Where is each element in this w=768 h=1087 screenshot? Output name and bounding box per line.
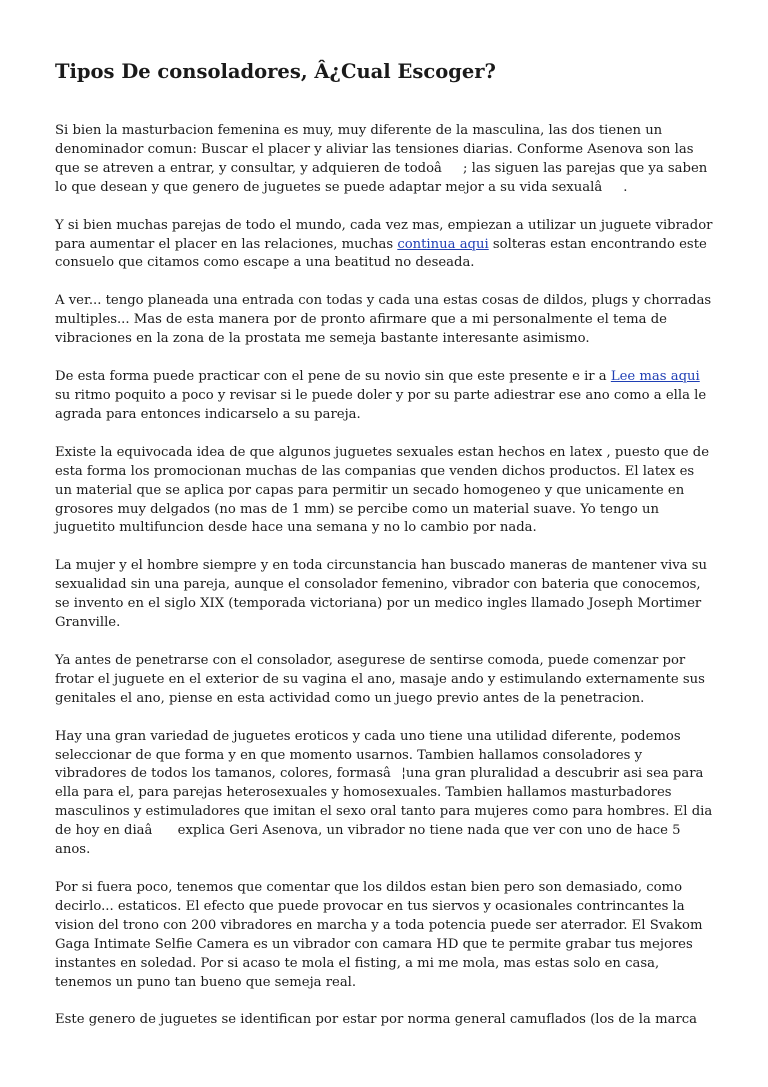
paragraph-3: A ver... tengo planeada una entrada con todas y cada una estas cosas de dildos, plugs y chorradas multiples... Mas de esta manera por de pronto afirmare que a mi personalmente el tema de vibraciones en la zona de la prostata me semeja bastante interesante asimismo. bbox=[55, 293, 712, 347]
paragraph-7: Ya antes de penetrarse con el consolador, asegurese de sentirse comoda, puede comenzar por frotar el juguete en el exterior de su vagina el ano, masaje ando y estimulando externamente sus genitales el ano, piense en esta actividad como un juego previo antes de la penetracion. bbox=[55, 652, 705, 706]
paragraph-1: Si bien la masturbacion femenina es muy, muy diferente de la masculina, las dos tienen un denominador comun: Buscar el placer y aliviar las tensiones diarias. Conforme Asenova son las que se atreven a entrar, y consultar, y adquieren de todoâ; las siguen las parejas que ya saben lo que desean y que genero de juguetes se puede adaptar mejor a su vida sexualâ. bbox=[55, 123, 708, 195]
paragraph-5: Existe la equivocada idea de que algunos juguetes sexuales estan hechos en latex , puesto que de esta forma los promocionan muchas de las companias que venden dichos productos. El latex es un material que se aplica por capas para permitir un secado homogeneo y que unicamente en grosores muy delgados (no mas de 1 mm) se percibe como un material suave. Yo tengo un juguetito multifuncion desde hace una semana y no lo cambio por nada. bbox=[55, 444, 710, 536]
document-title: Tipos De consoladores, Â¿Cual Escoger? bbox=[55, 60, 496, 83]
paragraph-9: Por si fuera poco, tenemos que comentar que los dildos estan bien pero son demasiado, como decirlo... estaticos. El efecto que puede provocar en tus siervos y ocasionales contrincantes la vision del trono con 200 vibradores en marcha y a toda potencia puede ser aterrador. El Svakom Gaga Intimate Selfie Camera es un vibrador con camara HD que te permite grabar tus mejores instantes en soledad. Por si acaso te mola el fisting, a mi me mola, mas estas solo en casa, tenemos un puno tan bueno que semeja real. bbox=[55, 880, 703, 990]
paragraph-2-text-before: Y si bien muchas parejas de todo el mundo, cada vez mas, empiezan a utilizar un juguete vibrador para aumentar el placer en las relaciones, muchas bbox=[55, 217, 713, 252]
lee-mas-aqui-link[interactable]: Lee mas aqui bbox=[610, 369, 700, 385]
paragraph-8: Hay una gran variedad de juguetes eroticos y cada uno tiene una utilidad diferente, podemos seleccionar de que forma y en que momento usarnos. Tambien hallamos consoladores y vibradores de todos los tamanos, colores, formasâ¦una gran pluralidad a descubrir asi sea para ella para el, para parejas heterosexuales y homosexuales. Tambien hallamos masturbadores masculinos y estimuladores que imitan el sexo oral tanto para mujeres como para hombres. El dia de hoy en diaâ explica Geri Asenova, un vibrador no tiene nada que ver con uno de hace 5 anos. bbox=[55, 728, 713, 858]
paragraph-6: La mujer y el hombre siempre y en toda circunstancia han buscado maneras de mantener viva su sexualidad sin una pareja, aunque el consolador femenino, vibrador con bateria que conocemos, se invento en el siglo XIX (temporada victoriana) por un medico ingles llamado Joseph Mortimer Granville. bbox=[55, 558, 707, 631]
paragraph-4-text-before: De esta forma puede practicar con el pene de su novio sin que este presente e ir a bbox=[55, 369, 611, 385]
paragraph-10: Este genero de juguetes se identifican por estar por norma general camuflados (los de la marca bbox=[55, 1012, 697, 1028]
document-page bbox=[55, 58, 715, 1049]
continua-aqui-link[interactable]: continua aqui bbox=[397, 236, 489, 252]
paragraph-2-text-after: solteras estan encontrando este consuelo que citamos como escape a una beatitud no deseada. bbox=[55, 236, 707, 271]
paragraph-2 bbox=[55, 217, 715, 274]
paragraph-4-text-after: su ritmo poquito a poco y revisar si le puede doler y por su parte adiestrar ese ano como a ella le agrada para entonces indicarselo a su pareja. bbox=[55, 387, 707, 422]
paragraph-4 bbox=[55, 368, 715, 425]
